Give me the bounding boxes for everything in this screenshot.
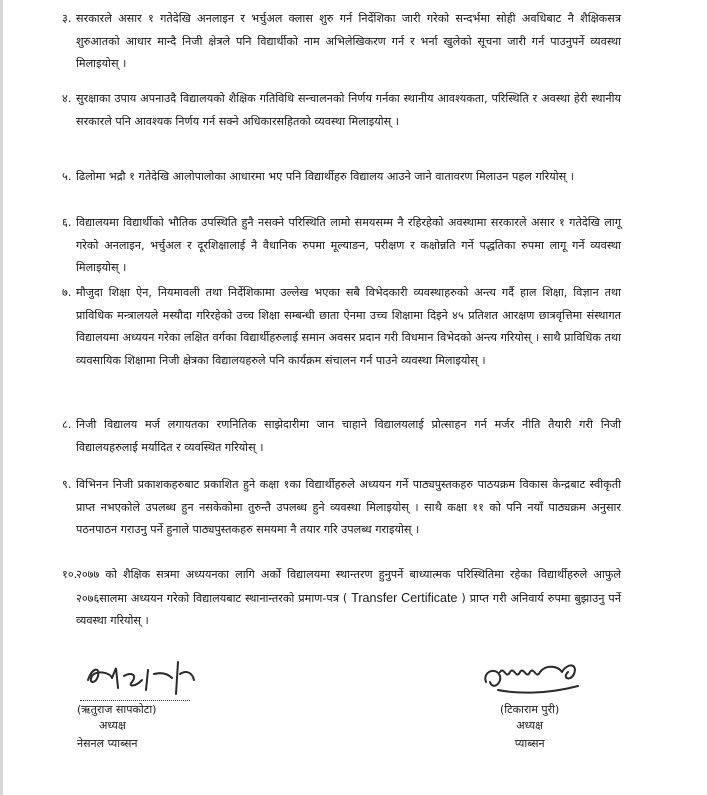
item-number: ४. — [62, 92, 72, 105]
item-text-latin: Transfer Certificate — [351, 590, 458, 605]
list-item-4 — [62, 88, 621, 133]
signatory-name: (ऋतुराज सापकोटा) — [77, 703, 157, 716]
signatory-org: नेसनल प्याब्सन — [77, 737, 138, 750]
item-text: सुरक्षाका उपाय अपनाउदै विद्यालयको शैक्षिक गतिविधि सन्चालनको निर्णय गर्नका स्थानीय आवश्यकता, परिस्थिति र अवस्था हेरी स्थानीय सरकारले पनि आवश्यक निर्णय गर्न सक्ने अधिकारसहितको व्यवस्था मिलाइयोस् । — [76, 92, 621, 128]
signatory-right — [500, 702, 559, 752]
item-number: ५. — [62, 170, 72, 183]
list-item-3 — [62, 8, 621, 76]
item-number: ७. — [62, 286, 72, 299]
list-item-5 — [62, 166, 621, 189]
signatory-name: (टिकाराम पुरी) — [500, 703, 560, 716]
item-text: ढिलोमा भद्रौ १ गतेदेखि आलोपालोका आधारमा भए पनि विद्यार्थीहरु विद्यालय आउने जाने वातावरण मिलाउन पहल गरियोस् । — [76, 170, 574, 183]
item-number: ३. — [62, 12, 72, 25]
list-item-9 — [62, 474, 621, 542]
signature-left — [82, 654, 202, 702]
item-text — [76, 564, 621, 633]
signatory-org: प्याब्सन — [514, 737, 545, 750]
item-number: ६. — [62, 216, 72, 229]
item-text: मौजुदा शिक्षा ऐन, नियमावली तथा निर्देशिकामा उल्लेख भएका सबै विभेदकारी व्यवस्थाहरुको अन्त्य गर्दै हाल शिक्षा, विज्ञान तथा प्राविधिक मन्त्रालयले मस्यौदा गरिरहेको उच्च शिक्षा सम्बन्धी छाता ऐनमा उच्च शिक्षामा दिइने ४५ प्रतिशत आरक्षण छात्रवृत्तिमा संस्थागत विद्यालयमा अध्ययन गरेका लक्षित वर्गका विद्यार्थीहरुलाई समान अवसर प्रदान गरी विधमान विभेदको अन्त्य गरियोस् । साथै प्राविधिक तथा व्यवसायिक शिक्षामा निजी क्षेत्रका विद्यालयहरुले पनि कार्यक्रम संचालन गर्न पाउने व्यवस्था मिलाइयोस् । — [76, 286, 621, 367]
list-item-8 — [62, 414, 621, 459]
item-text: विद्यालयमा विद्यार्थीको भौतिक उपस्थिति हुनै नसक्ने परिस्थिति लामो समयसम्म नै रहिरहेको अवस्थामा सरकारले असार १ गतेदेखि लागू गरेको अनलाइन, भर्चुअल र दूरशिक्षालाई नै वैधानिक रुपमा मूल्याङन, परीक्षण र कक्षोन्नति गर्ने पद्धतिका रुपमा लागू गर्ने व्यवस्था मिलाइयोस् । — [76, 216, 621, 274]
item-text-devanagari-end: ) प्राप्त गरी अनिवार्य रुपमा बुझाउनु पर्ने व्यवस्था गरियोस् । — [76, 591, 621, 627]
signature-right — [478, 652, 588, 702]
list-item-6 — [62, 212, 621, 280]
signatory-left — [77, 702, 156, 752]
signatory-title: अध्यक्ष — [99, 719, 126, 732]
item-text: सरकारले असार १ गतेदेखि अनलाइन र भर्चुअल क्लास शुरु गर्न निर्देशिका जारी गरेको सन्दर्भमा सोही अवधिबाट नै शैक्षिकसत्र शुरुआतको आधार मान्दै निजी क्षेत्रले पनि विद्यार्थीको नाम अभिलेखिकरण गर्न र भर्ना खुलेको सूचना जारी गर्न पाउनुपर्ने व्यवस्था मिलाइयोस् । — [76, 12, 621, 70]
signatory-title: अध्यक्ष — [516, 719, 544, 732]
page-edge — [0, 0, 3, 795]
item-number: १०. — [62, 568, 78, 581]
list-item-10 — [62, 564, 621, 633]
list-item-7 — [62, 282, 621, 372]
signature-line-left — [80, 700, 190, 701]
item-text: निजी विद्यालय मर्ज लगायतका रणनितिक साझेदारीमा जान चाहाने विद्यालयलाई प्रोत्साहन गर्न मर्जर नीति तैयारी गरी निजी विद्यालयहरुलाई मर्यादित र व्यवस्थित गरियोस् । — [76, 418, 621, 454]
item-number: ८. — [62, 418, 72, 431]
item-number: ९. — [62, 478, 72, 491]
item-text-devanagari: २०७७ को शैक्षिक सत्रमा अध्ययनका लागि अर्को विद्यालयमा स्थान्तरण हुनुपर्ने बाध्यात्मक परिस्थितिमा रहेका विद्यार्थीहरुले आफुले २०७६सालमा अध्ययन गरेको विद्यालयबाट स्थानान्तरको प्रमाण-पत्र ( — [76, 568, 621, 605]
item-text: विभिनन निजी प्रकाशकहरुबाट प्रकाशित हुने कक्षा १का विद्यार्थीहरुले अध्ययन गर्ने पाठ्यपुस्तकहरु पाठयक्रम विकास केन्द्रबाट स्वीकृती प्राप्त नभएकोले उपलब्ध हुन नसकेकोमा तुरुन्तै उपलब्ध हुने व्यवस्था मिलाइयोस् । साथै कक्षा ११ को पनि नयाँ पाठ्यक्रम अनुसार पठनपाठन गराउनु पर्ने हुनाले पाठ्यपुस्तकहरु समयमा नै तयार गरि उपलब्ध गराइयोस् । — [76, 478, 621, 536]
